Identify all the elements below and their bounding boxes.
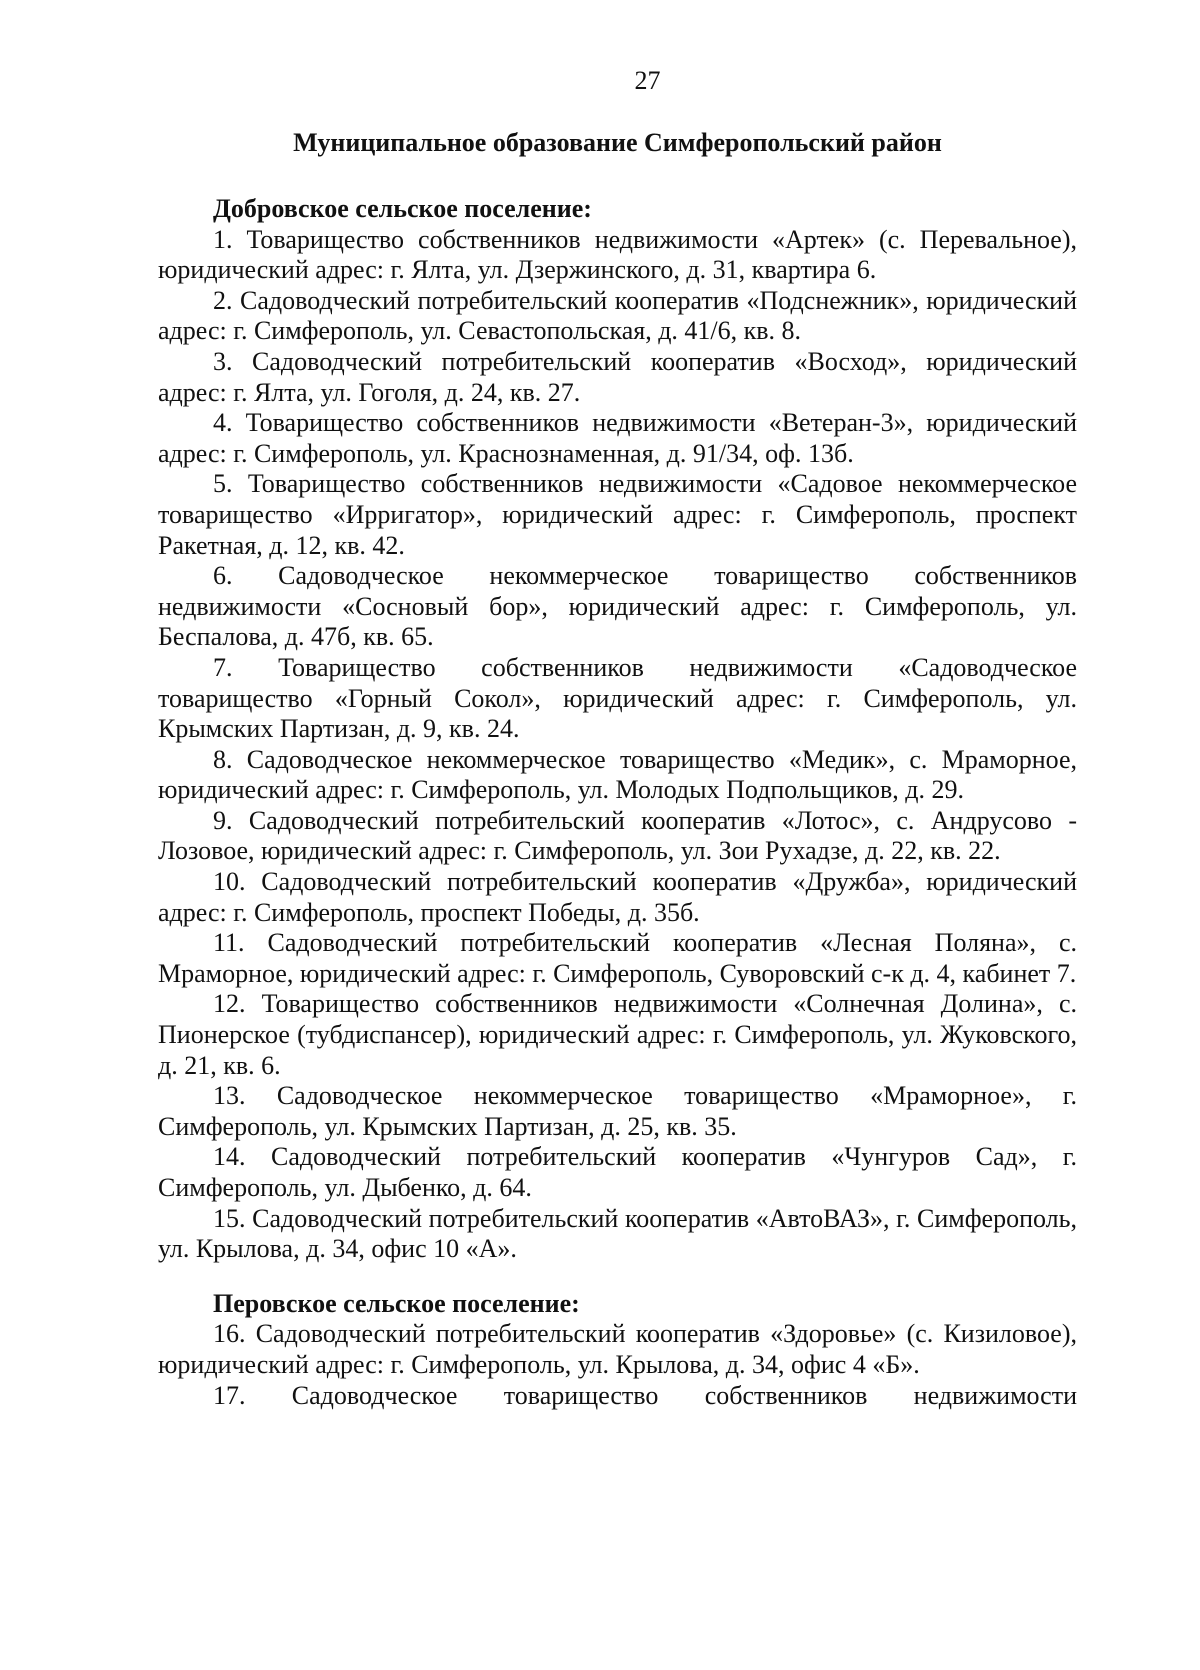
- list-item: 14. Садоводческий потребительский кооператив «Чунгуров Сад», г. Симферополь, ул. Дыбенко, д. 64.: [158, 1142, 1077, 1202]
- list-item: 12. Товарищество собственников недвижимости «Солнечная Долина», с. Пионерское (тубдиспансер), юридический адрес: г. Симферополь, ул. Жуковского, д. 21, кв. 6.: [158, 989, 1077, 1080]
- list-item: 4. Товарищество собственников недвижимости «Ветеран-3», юридический адрес: г. Симферополь, ул. Краснознаменная, д. 91/34, оф. 13б.: [158, 408, 1077, 468]
- list-item: 5. Товарищество собственников недвижимости «Садовое некоммерческое товарищество «Ирригатор», юридический адрес: г. Симферополь, проспект Ракетная, д. 12, кв. 42.: [158, 469, 1077, 560]
- document-title: Муниципальное образование Симферопольский район: [293, 128, 942, 157]
- list-item: 17. Садоводческое товарищество собственников недвижимости: [213, 1380, 1077, 1410]
- list-item: 13. Садоводческое некоммерческое товарищество «Мраморное», г. Симферополь, ул. Крымских Партизан, д. 25, кв. 35.: [158, 1081, 1077, 1141]
- list-item: 6. Садоводческое некоммерческое товарищество собственников недвижимости «Сосновый бор», юридический адрес: г. Симферополь, ул. Беспалова, д. 47б, кв. 65.: [158, 561, 1077, 652]
- section-dobrovskoe: [158, 194, 1077, 1265]
- list-item: 11. Садоводческий потребительский кооператив «Лесная Поляна», с. Мраморное, юридический адрес: г. Симферополь, Суворовский с-к д. 4, кабинет 7.: [158, 928, 1077, 988]
- list-item: 7. Товарищество собственников недвижимости «Садоводческое товарищество «Горный Сокол», юридический адрес: г. Симферополь, ул. Крымских Партизан, д. 9, кв. 24.: [158, 652, 1077, 744]
- section-heading: Перовское сельское поселение:: [213, 1288, 580, 1318]
- list-item: 16. Садоводческий потребительский кооператив «Здоровье» (с. Кизиловое), юридический адрес: г. Симферополь, ул. Крылова, д. 34, офис 4 «Б».: [158, 1319, 1077, 1379]
- list-item: 9. Садоводческий потребительский кооператив «Лотос», с. Андрусово - Лозовое, юридический адрес: г. Симферополь, ул. Зои Рухадзе, д. 22, кв. 22.: [158, 805, 1077, 866]
- list-item: 3. Садоводческий потребительский кооператив «Восход», юридический адрес: г. Ялта, ул. Гоголя, д. 24, кв. 27.: [158, 346, 1077, 407]
- document-content: [158, 128, 1077, 1411]
- section-perovskoe: [158, 1289, 1077, 1411]
- section-heading: Добровское сельское поселение:: [213, 194, 592, 223]
- list-item: 8. Садоводческое некоммерческое товарищество «Медик», с. Мраморное, юридический адрес: г. Симферополь, ул. Молодых Подпольщиков, д. 29.: [158, 744, 1077, 805]
- list-item: 15. Садоводческий потребительский кооператив «АвтоВАЗ», г. Симферополь, ул. Крылова, д. 34, офис 10 «А».: [158, 1203, 1077, 1264]
- list-item: 10. Садоводческий потребительский кооператив «Дружба», юридический адрес: г. Симферополь, проспект Победы, д. 35б.: [158, 867, 1077, 927]
- page-number: 27: [634, 66, 661, 95]
- list-item: 1. Товарищество собственников недвижимости «Артек» (с. Перевальное), юридический адрес: г. Ялта, ул. Дзержинского, д. 31, квартира 6.: [158, 224, 1077, 285]
- list-item: 2. Садоводческий потребительский кооператив «Подснежник», юридический адрес: г. Симферополь, ул. Севастопольская, д. 41/6, кв. 8.: [158, 285, 1077, 346]
